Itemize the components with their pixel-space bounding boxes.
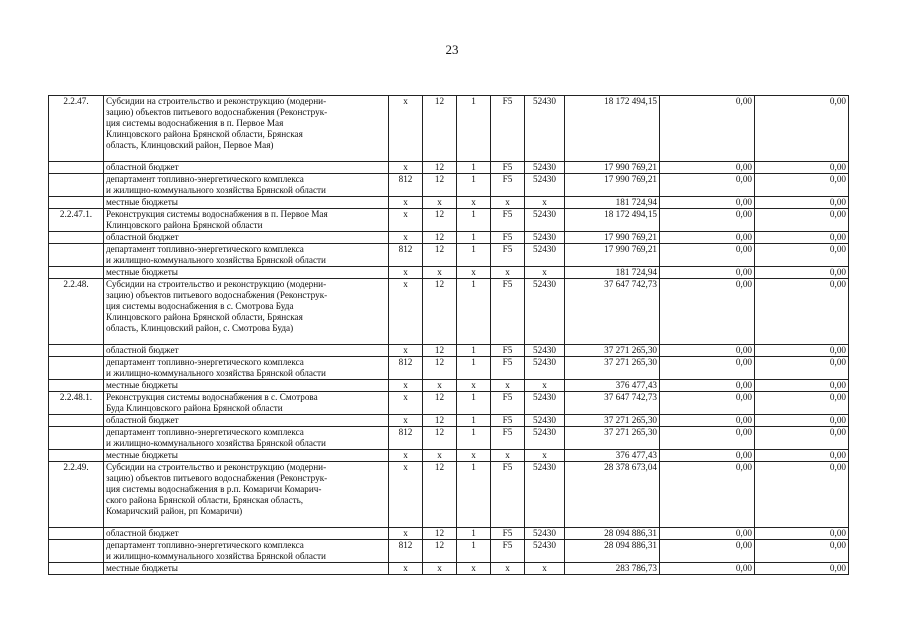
row-code-cell — [49, 345, 104, 357]
row-admin-code-cell: х — [389, 380, 423, 392]
row-name-line: ция системы водоснабжения в п. Первое Мая — [106, 118, 284, 128]
row-amount-2-cell: 0,00 — [660, 357, 755, 380]
row-project-cell: х — [491, 380, 525, 392]
row-code-cell — [49, 540, 104, 563]
row-name-line: Клинцовского района Брянской области, Брянская — [106, 129, 303, 139]
row-section-cell: 12 — [423, 232, 457, 244]
row-program-cell: 1 — [457, 279, 491, 345]
row-name-line: департамент топливно-энергетического комплекса — [106, 540, 304, 550]
row-project-cell: F5 — [491, 392, 525, 415]
row-section-cell: 12 — [423, 462, 457, 528]
row-amount-3-cell: 0,00 — [755, 450, 849, 462]
row-direction-cell: 52430 — [525, 357, 565, 380]
row-amount-3-cell: 0,00 — [755, 462, 849, 528]
row-project-cell: F5 — [491, 357, 525, 380]
row-name-line: местные бюджеты — [106, 197, 178, 207]
row-name-line: Субсидии на строительство и реконструкцию (модерни- — [106, 462, 327, 472]
row-section-cell: 12 — [423, 392, 457, 415]
row-direction-cell: 52430 — [525, 244, 565, 267]
row-name-cell — [104, 174, 389, 197]
row-name-cell — [104, 209, 389, 232]
row-amount-3-cell: 0,00 — [755, 528, 849, 540]
row-program-cell: 1 — [457, 427, 491, 450]
row-program-cell: 1 — [457, 357, 491, 380]
row-amount-3-cell: 0,00 — [755, 174, 849, 197]
row-section-cell: х — [423, 197, 457, 209]
row-name-line: ция системы водоснабжения в с. Смотрова Буда — [106, 301, 294, 311]
row-section-cell: х — [423, 450, 457, 462]
row-admin-code-cell: 812 — [389, 174, 423, 197]
row-name-line: департамент топливно-энергетического комплекса — [106, 427, 304, 437]
row-amount-2-cell: 0,00 — [660, 427, 755, 450]
row-program-cell: 1 — [457, 162, 491, 174]
row-program-cell: 1 — [457, 244, 491, 267]
row-direction-cell: 52430 — [525, 462, 565, 528]
row-name-line: и жилищно-коммунального хозяйства Брянской области — [106, 368, 326, 378]
row-direction-cell: х — [525, 267, 565, 279]
row-admin-code-cell: х — [389, 279, 423, 345]
row-code-cell — [49, 267, 104, 279]
row-amount-2-cell: 0,00 — [660, 540, 755, 563]
row-name-line: областной бюджет — [106, 232, 179, 242]
row-project-cell: F5 — [491, 462, 525, 528]
row-name-line: зацию) объектов питьевого водоснабжения (Реконструк- — [106, 290, 328, 300]
row-amount-1-cell: 37 271 265,30 — [565, 427, 660, 450]
row-amount-2-cell: 0,00 — [660, 415, 755, 427]
row-section-cell: 12 — [423, 345, 457, 357]
row-name-line: область, Клинцовский район, Первое Мая) — [106, 140, 274, 150]
row-admin-code-cell: х — [389, 415, 423, 427]
row-direction-cell: 52430 — [525, 209, 565, 232]
row-section-cell: х — [423, 380, 457, 392]
row-direction-cell: х — [525, 450, 565, 462]
row-admin-code-cell: х — [389, 209, 423, 232]
row-project-cell: F5 — [491, 415, 525, 427]
row-amount-3-cell: 0,00 — [755, 232, 849, 244]
row-admin-code-cell: х — [389, 528, 423, 540]
row-amount-1-cell: 37 271 265,30 — [565, 415, 660, 427]
row-admin-code-cell: х — [389, 563, 423, 575]
row-name-line: Реконструкция системы водоснабжения в с. Смотрова — [106, 392, 318, 402]
row-amount-2-cell: 0,00 — [660, 345, 755, 357]
row-name-line: областной бюджет — [106, 162, 179, 172]
row-admin-code-cell: х — [389, 345, 423, 357]
row-amount-2-cell: 0,00 — [660, 162, 755, 174]
row-amount-2-cell: 0,00 — [660, 96, 755, 162]
row-name-cell — [104, 267, 389, 279]
row-project-cell: F5 — [491, 174, 525, 197]
row-name-line: местные бюджеты — [106, 267, 178, 277]
row-name-line: ция системы водоснабжения в р.п. Комаричи Комарич- — [106, 484, 322, 494]
row-code-cell: 2.2.47. — [49, 96, 104, 162]
row-direction-cell: х — [525, 380, 565, 392]
table-row — [49, 232, 849, 244]
row-direction-cell: 52430 — [525, 392, 565, 415]
table-row — [49, 279, 849, 345]
row-amount-3-cell: 0,00 — [755, 267, 849, 279]
row-amount-1-cell: 17 990 769,21 — [565, 232, 660, 244]
row-name-line: департамент топливно-энергетического комплекса — [106, 244, 304, 254]
row-program-cell: 1 — [457, 528, 491, 540]
row-program-cell: 1 — [457, 345, 491, 357]
row-code-cell — [49, 244, 104, 267]
row-admin-code-cell: х — [389, 197, 423, 209]
row-amount-3-cell: 0,00 — [755, 427, 849, 450]
table-row — [49, 345, 849, 357]
row-admin-code-cell: х — [389, 162, 423, 174]
row-amount-2-cell: 0,00 — [660, 244, 755, 267]
row-amount-2-cell: 0,00 — [660, 197, 755, 209]
row-amount-2-cell: 0,00 — [660, 528, 755, 540]
row-amount-3-cell: 0,00 — [755, 345, 849, 357]
row-name-cell — [104, 462, 389, 528]
row-amount-3-cell: 0,00 — [755, 197, 849, 209]
row-name-cell — [104, 392, 389, 415]
row-name-line: область, Клинцовский район, с. Смотрова Буда) — [106, 323, 294, 333]
row-admin-code-cell: 812 — [389, 540, 423, 563]
row-direction-cell: 52430 — [525, 174, 565, 197]
row-amount-1-cell: 37 647 742,73 — [565, 279, 660, 345]
table-row — [49, 427, 849, 450]
page-number: 23 — [445, 42, 459, 57]
row-section-cell: 12 — [423, 96, 457, 162]
row-amount-1-cell: 17 990 769,21 — [565, 174, 660, 197]
row-project-cell: F5 — [491, 209, 525, 232]
row-amount-2-cell: 0,00 — [660, 209, 755, 232]
row-amount-2-cell: 0,00 — [660, 392, 755, 415]
row-direction-cell: 52430 — [525, 415, 565, 427]
row-project-cell: х — [491, 267, 525, 279]
row-direction-cell: 52430 — [525, 345, 565, 357]
table-row — [49, 162, 849, 174]
row-name-line: областной бюджет — [106, 345, 179, 355]
row-section-cell: 12 — [423, 540, 457, 563]
row-name-cell — [104, 528, 389, 540]
row-section-cell: 12 — [423, 357, 457, 380]
row-section-cell: 12 — [423, 174, 457, 197]
row-name-cell — [104, 563, 389, 575]
row-name-line: и жилищно-коммунального хозяйства Брянской области — [106, 185, 326, 195]
row-name-line: зацию) объектов питьевого водоснабжения (Реконструк- — [106, 107, 328, 117]
row-amount-2-cell: 0,00 — [660, 232, 755, 244]
row-project-cell: F5 — [491, 244, 525, 267]
row-program-cell: 1 — [457, 462, 491, 528]
row-amount-1-cell: 18 172 494,15 — [565, 96, 660, 162]
row-program-cell: х — [457, 197, 491, 209]
table-row — [49, 244, 849, 267]
row-name-cell — [104, 197, 389, 209]
row-program-cell: 1 — [457, 96, 491, 162]
row-name-line: местные бюджеты — [106, 563, 178, 573]
row-name-line: Комаричский район, рп Комаричи) — [106, 506, 243, 516]
row-section-cell: 12 — [423, 415, 457, 427]
row-name-line: и жилищно-коммунального хозяйства Брянской области — [106, 438, 326, 448]
row-name-line: областной бюджет — [106, 528, 179, 538]
table-row — [49, 415, 849, 427]
row-direction-cell: 52430 — [525, 540, 565, 563]
row-direction-cell: х — [525, 563, 565, 575]
row-name-cell — [104, 427, 389, 450]
table-row — [49, 174, 849, 197]
row-section-cell: х — [423, 267, 457, 279]
row-section-cell: х — [423, 563, 457, 575]
row-amount-1-cell: 17 990 769,21 — [565, 244, 660, 267]
row-program-cell: 1 — [457, 209, 491, 232]
row-program-cell: 1 — [457, 415, 491, 427]
row-amount-1-cell: 181 724,94 — [565, 197, 660, 209]
row-code-cell: 2.2.47.1. — [49, 209, 104, 232]
row-name-line: и жилищно-коммунального хозяйства Брянской области — [106, 255, 326, 265]
row-amount-1-cell: 28 378 673,04 — [565, 462, 660, 528]
table-row — [49, 197, 849, 209]
row-amount-1-cell: 376 477,43 — [565, 450, 660, 462]
row-project-cell: F5 — [491, 96, 525, 162]
row-admin-code-cell: х — [389, 450, 423, 462]
row-amount-2-cell: 0,00 — [660, 450, 755, 462]
row-amount-3-cell: 0,00 — [755, 380, 849, 392]
row-amount-1-cell: 37 271 265,30 — [565, 357, 660, 380]
table-row — [49, 96, 849, 162]
row-code-cell — [49, 162, 104, 174]
row-project-cell: F5 — [491, 540, 525, 563]
row-direction-cell: х — [525, 197, 565, 209]
budget-table — [48, 95, 849, 575]
row-code-cell: 2.2.48. — [49, 279, 104, 345]
row-amount-3-cell: 0,00 — [755, 96, 849, 162]
row-amount-2-cell: 0,00 — [660, 267, 755, 279]
row-name-line: Субсидии на строительство и реконструкцию (модерни- — [106, 279, 327, 289]
table-row — [49, 357, 849, 380]
row-code-cell — [49, 415, 104, 427]
row-admin-code-cell: х — [389, 96, 423, 162]
row-amount-1-cell: 18 172 494,15 — [565, 209, 660, 232]
row-amount-3-cell: 0,00 — [755, 415, 849, 427]
row-project-cell: F5 — [491, 232, 525, 244]
table-row — [49, 528, 849, 540]
row-amount-1-cell: 28 094 886,31 — [565, 528, 660, 540]
row-direction-cell: 52430 — [525, 162, 565, 174]
row-name-line: и жилищно-коммунального хозяйства Брянской области — [106, 551, 326, 561]
row-name-line: областной бюджет — [106, 415, 179, 425]
row-admin-code-cell: х — [389, 462, 423, 528]
row-program-cell: х — [457, 267, 491, 279]
row-name-line: Буда Клинцовского района Брянской области — [106, 403, 283, 413]
row-name-line: департамент топливно-энергетического комплекса — [106, 174, 304, 184]
row-program-cell: 1 — [457, 392, 491, 415]
row-name-line: местные бюджеты — [106, 450, 178, 460]
row-program-cell: х — [457, 380, 491, 392]
row-amount-3-cell: 0,00 — [755, 563, 849, 575]
row-amount-1-cell: 17 990 769,21 — [565, 162, 660, 174]
row-name-line: местные бюджеты — [106, 380, 178, 390]
row-section-cell: 12 — [423, 279, 457, 345]
row-code-cell: 2.2.48.1. — [49, 392, 104, 415]
row-name-line: Реконструкция системы водоснабжения в п. Первое Мая — [106, 209, 328, 219]
row-name-cell — [104, 232, 389, 244]
table-row — [49, 267, 849, 279]
row-admin-code-cell: 812 — [389, 244, 423, 267]
table-row — [49, 462, 849, 528]
row-project-cell: F5 — [491, 528, 525, 540]
row-amount-2-cell: 0,00 — [660, 174, 755, 197]
row-name-cell — [104, 380, 389, 392]
row-code-cell — [49, 357, 104, 380]
row-amount-3-cell: 0,00 — [755, 392, 849, 415]
row-amount-1-cell: 181 724,94 — [565, 267, 660, 279]
row-project-cell: F5 — [491, 345, 525, 357]
row-section-cell: 12 — [423, 209, 457, 232]
table-row — [49, 392, 849, 415]
row-name-line: Клинцовского района Брянской области — [106, 220, 263, 230]
row-name-cell — [104, 345, 389, 357]
row-admin-code-cell: х — [389, 232, 423, 244]
row-code-cell — [49, 563, 104, 575]
row-name-cell — [104, 357, 389, 380]
row-program-cell: х — [457, 450, 491, 462]
row-section-cell: 12 — [423, 528, 457, 540]
row-admin-code-cell: 812 — [389, 357, 423, 380]
table-row — [49, 540, 849, 563]
row-amount-1-cell: 28 094 886,31 — [565, 540, 660, 563]
row-code-cell — [49, 427, 104, 450]
row-code-cell — [49, 174, 104, 197]
row-admin-code-cell: 812 — [389, 427, 423, 450]
row-project-cell: F5 — [491, 427, 525, 450]
row-amount-2-cell: 0,00 — [660, 462, 755, 528]
row-program-cell: 1 — [457, 232, 491, 244]
row-code-cell — [49, 528, 104, 540]
row-project-cell: х — [491, 450, 525, 462]
row-code-cell — [49, 380, 104, 392]
row-project-cell: х — [491, 197, 525, 209]
row-amount-2-cell: 0,00 — [660, 380, 755, 392]
row-section-cell: 12 — [423, 244, 457, 267]
row-name-cell — [104, 96, 389, 162]
table-row — [49, 450, 849, 462]
row-code-cell — [49, 232, 104, 244]
row-direction-cell: 52430 — [525, 427, 565, 450]
row-name-cell — [104, 450, 389, 462]
row-project-cell: х — [491, 563, 525, 575]
row-direction-cell: 52430 — [525, 232, 565, 244]
table-row — [49, 380, 849, 392]
row-code-cell — [49, 197, 104, 209]
row-amount-1-cell: 37 271 265,30 — [565, 345, 660, 357]
row-program-cell: 1 — [457, 540, 491, 563]
row-direction-cell: 52430 — [525, 96, 565, 162]
row-name-cell — [104, 279, 389, 345]
row-amount-1-cell: 37 647 742,73 — [565, 392, 660, 415]
row-amount-3-cell: 0,00 — [755, 540, 849, 563]
row-name-line: зацию) объектов питьевого водоснабжения (Реконструк- — [106, 473, 328, 483]
row-amount-3-cell: 0,00 — [755, 357, 849, 380]
row-name-cell — [104, 162, 389, 174]
row-amount-3-cell: 0,00 — [755, 279, 849, 345]
row-amount-2-cell: 0,00 — [660, 279, 755, 345]
row-project-cell: F5 — [491, 279, 525, 345]
row-amount-2-cell: 0,00 — [660, 563, 755, 575]
row-name-line: департамент топливно-энергетического комплекса — [106, 357, 304, 367]
row-direction-cell: 52430 — [525, 528, 565, 540]
row-amount-3-cell: 0,00 — [755, 209, 849, 232]
table-row — [49, 209, 849, 232]
row-amount-3-cell: 0,00 — [755, 244, 849, 267]
row-program-cell: 1 — [457, 174, 491, 197]
row-name-cell — [104, 244, 389, 267]
row-section-cell: 12 — [423, 427, 457, 450]
row-admin-code-cell: х — [389, 267, 423, 279]
row-name-cell — [104, 540, 389, 563]
table-row — [49, 563, 849, 575]
row-name-line: Клинцовского района Брянской области, Брянская — [106, 312, 303, 322]
row-name-line: Субсидии на строительство и реконструкцию (модерни- — [106, 96, 327, 106]
row-code-cell: 2.2.49. — [49, 462, 104, 528]
row-admin-code-cell: х — [389, 392, 423, 415]
row-name-cell — [104, 415, 389, 427]
row-name-line: ского района Брянской области, Брянская область, — [106, 495, 304, 505]
row-project-cell: F5 — [491, 162, 525, 174]
row-code-cell — [49, 450, 104, 462]
row-amount-1-cell: 283 786,73 — [565, 563, 660, 575]
row-program-cell: х — [457, 563, 491, 575]
row-amount-1-cell: 376 477,43 — [565, 380, 660, 392]
row-direction-cell: 52430 — [525, 279, 565, 345]
row-section-cell: 12 — [423, 162, 457, 174]
row-amount-3-cell: 0,00 — [755, 162, 849, 174]
